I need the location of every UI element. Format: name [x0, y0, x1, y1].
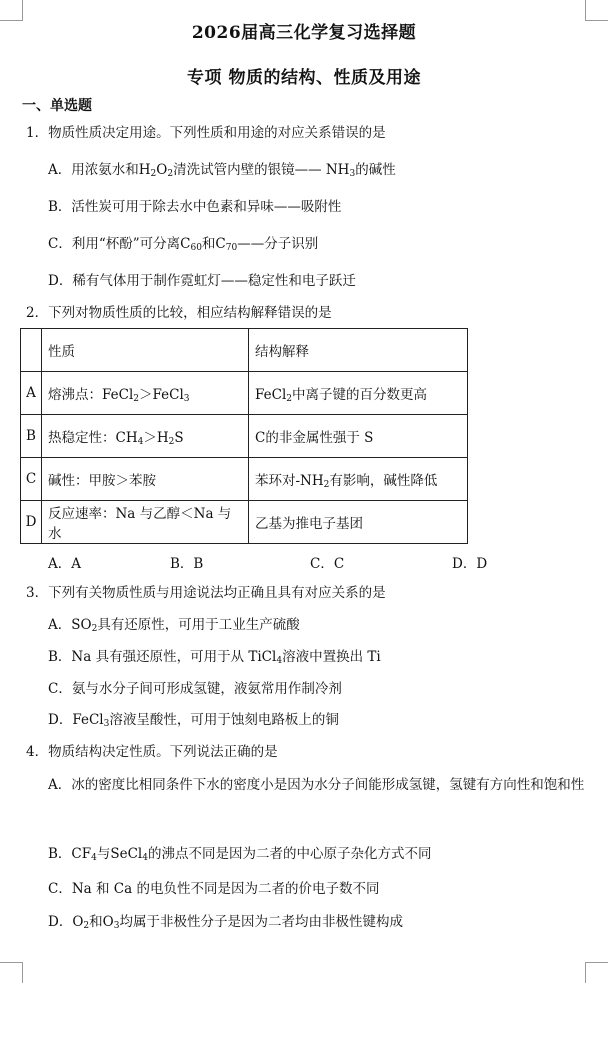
q4-option-a: A．冰的密度比相同条件下水的密度小是因为水分子间能形成氢键，氢键有方向性和饱和性	[48, 777, 585, 793]
row-label: C	[21, 458, 42, 501]
document-title: 2026届高三化学复习选择题	[191, 23, 417, 43]
row-explanation: FeCl$_2$中离子键的百分数更高	[249, 372, 468, 415]
q2-choice-d: D．D	[452, 556, 488, 572]
q3-stem: 3．下列有关物质性质与用途说法均正确且具有对应关系的是	[26, 585, 386, 601]
q1-option-c: C．利用“杯酚”可分离$C_{60}$和$C_{70}——$分子识别	[48, 236, 319, 253]
row-explanation: 苯环对$-NH_2$有影响，碱性降低	[249, 458, 468, 501]
q3-option-c: C．氨与水分子间可形成氢键，液氨常用作制冷剂	[48, 681, 342, 697]
q2-choice-a: A．A	[48, 556, 81, 572]
row-explanation: C的非金属性强于 S	[249, 415, 468, 458]
q2-choice-c: C．C	[310, 556, 345, 572]
q2-stem: 2．下列对物质性质的比较，相应结构解释错误的是	[26, 305, 332, 321]
row-label: B	[21, 415, 42, 458]
q3-option-d: D．FeCl$_3$溶液呈酸性，可用于蚀刻电路板上的铜	[48, 712, 339, 729]
table-header-explanation: 结构解释	[249, 329, 468, 372]
table-row	[21, 501, 468, 544]
q3-option-a: A．$SO_2$具有还原性，可用于工业生产硫酸	[48, 617, 300, 634]
row-property: 反应速率：Na 与乙醇＜Na 与水	[42, 501, 249, 544]
q1-option-d: D．稀有气体用于制作霓虹灯——稳定性和电子跃迁	[48, 273, 356, 289]
row-explanation: 乙基为推电子基团	[249, 501, 468, 544]
table-header-property: 性质	[42, 329, 249, 372]
row-label: A	[21, 372, 42, 415]
q4-option-b: B．$CF_4$与SeCl$_4$的沸点不同是因为二者的中心原子杂化方式不同	[48, 846, 432, 863]
q3-option-b: B．Na 具有强还原性，可用于从 TiCl$_4$溶液中置换出 Ti	[48, 649, 381, 666]
table-row	[21, 372, 468, 415]
corner-mark-bottom-left	[0, 962, 23, 983]
q1-stem: 1．物质性质决定用途。下列性质和用途的对应关系错误的是	[26, 125, 386, 141]
row-property: 热稳定性：$CH_4>H_2S$	[42, 415, 249, 458]
corner-mark-bottom-right	[585, 962, 608, 983]
section-heading: 一、单选题	[22, 98, 92, 114]
row-property: 碱性：甲胺＞苯胺	[42, 458, 249, 501]
table-cell	[21, 329, 42, 372]
table-row	[21, 415, 468, 458]
document-subtitle: 专项 物质的结构、性质及用途	[187, 68, 421, 88]
row-label: D	[21, 501, 42, 544]
q2-table	[20, 328, 468, 544]
row-property: 熔沸点：FeCl$_2$＞FeCl$_3$	[42, 372, 249, 415]
table-row	[21, 458, 468, 501]
q4-option-d: D．$O_2$和$O_3$均属于非极性分子是因为二者均由非极性键构成	[48, 914, 403, 931]
q1-option-a: A．用浓氨水和$H_2O_2$清洗试管内壁的银镜—— $NH_3$的碱性	[48, 162, 396, 179]
q2-choice-b: B．B	[170, 556, 204, 572]
q4-stem: 4．物质结构决定性质。下列说法正确的是	[26, 744, 278, 760]
table-header-row	[21, 329, 468, 372]
q1-option-b: B．活性炭可用于除去水中色素和异味——吸附性	[48, 199, 342, 215]
q4-option-c: C．Na 和 Ca 的电负性不同是因为二者的价电子数不同	[48, 881, 380, 897]
